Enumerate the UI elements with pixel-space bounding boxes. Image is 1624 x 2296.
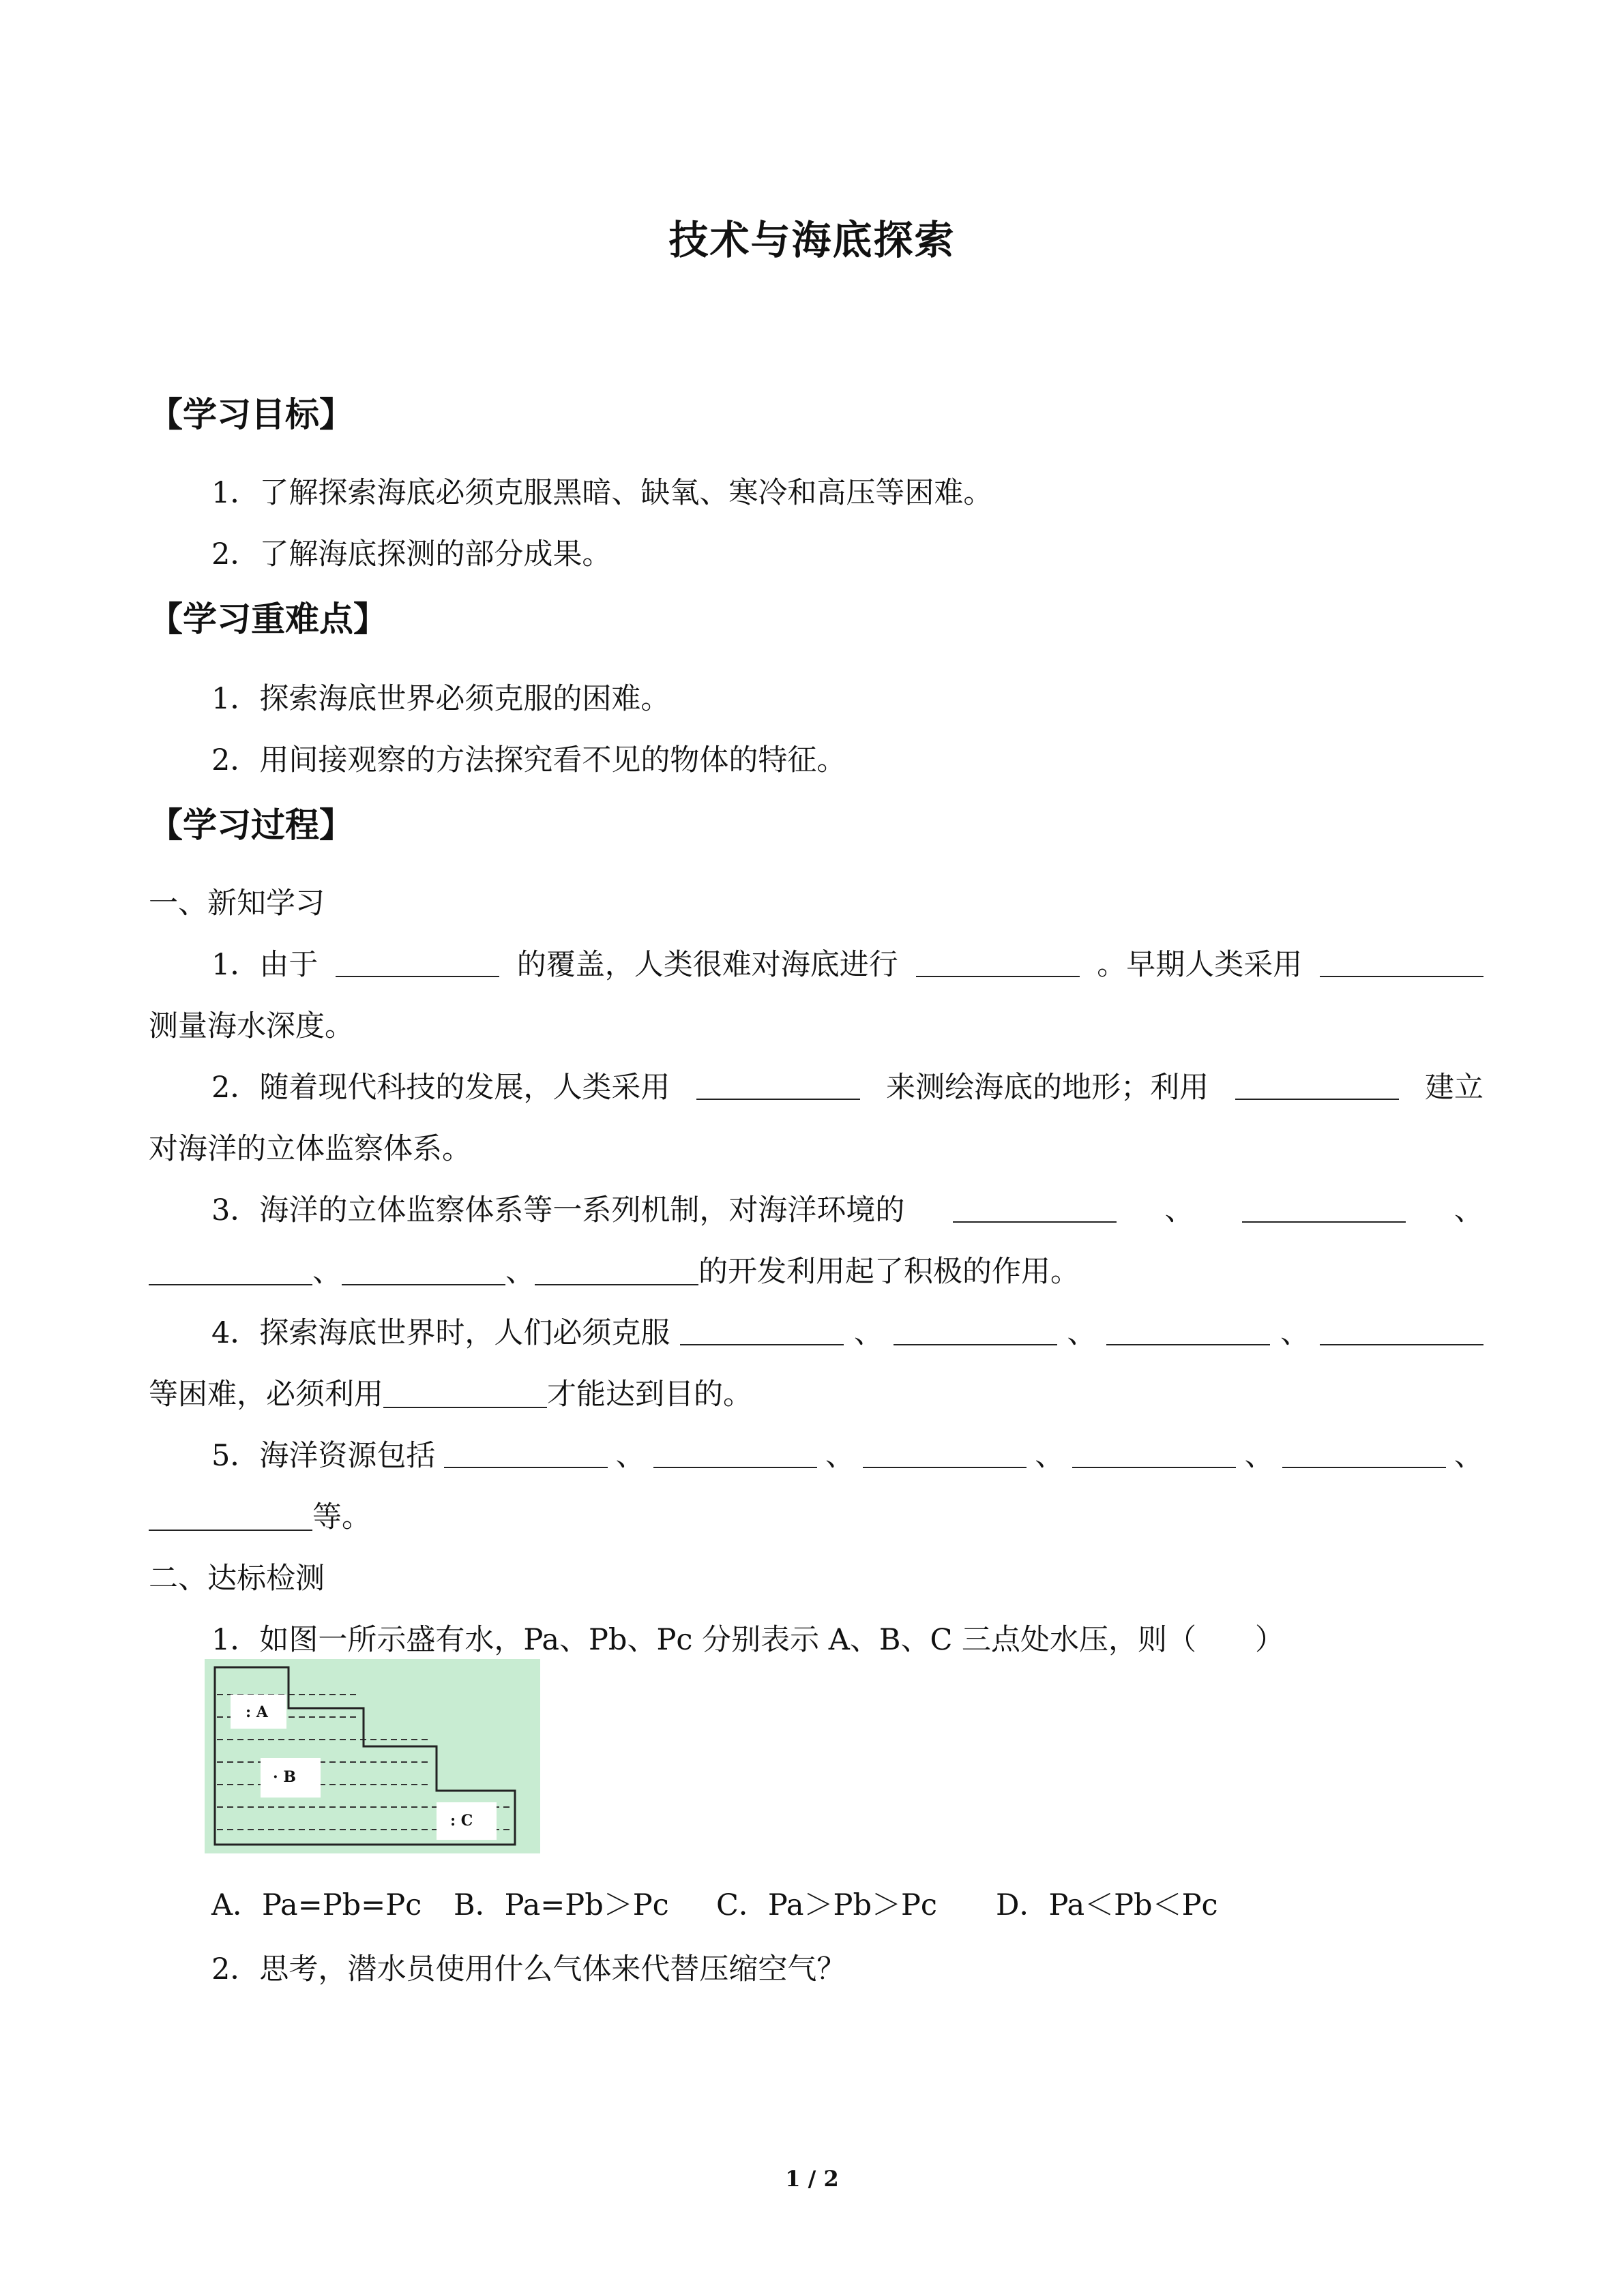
fill-question-4 [211,1313,1483,1354]
separator: 、 [312,1255,342,1289]
answer-blank[interactable] [894,1313,1057,1345]
q5-text-d: 等。 [312,1500,371,1534]
separator: 、 [825,1439,855,1473]
answer-blank[interactable] [149,1498,312,1531]
answer-blank[interactable] [1320,944,1483,977]
section-heading-key-points: 【学习重难点】 [149,599,387,639]
option-a[interactable]: A．Pa=Pb=Pc [211,1888,422,1922]
separator: 、 [615,1439,645,1473]
page-number: 1 / 2 [785,2166,839,2192]
q4-text-e: 才能达到目的。 [547,1377,752,1412]
answer-blank[interactable] [653,1435,817,1468]
answer-blank[interactable] [444,1435,608,1468]
water-container-figure [205,1659,540,1853]
fill-question-3-cont [149,1251,1080,1292]
q2-text-b: 来测绘海底的地形；利用 [886,1071,1209,1105]
answer-blank[interactable] [696,1067,860,1100]
answer-blank[interactable] [863,1435,1027,1468]
fill-question-4-cont [149,1374,752,1415]
separator: 、 [1453,1193,1483,1227]
key-point-item-1: 1．探索海底世界必须克服的困难。 [211,682,670,716]
answer-blank[interactable] [1106,1313,1270,1345]
answer-blank[interactable] [336,944,499,977]
q4-text-d: 等困难，必须利用 [149,1377,383,1412]
mc-question-1: 1．如图一所示盛有水，Pa、Pb、Pc 分别表示 A、B、C 三点处水压，则（ ） [211,1623,1285,1657]
goal-item-1: 1．了解探索海底必须克服黑暗、缺氧、寒冷和高压等困难。 [211,476,993,510]
key-point-item-2: 2．用间接观察的方法探究看不见的物体的特征。 [211,743,846,777]
answer-blank[interactable] [916,944,1080,977]
q1-text-d: 测量海水深度。 [149,1009,354,1043]
mc-options [211,1885,1218,1926]
separator: 、 [505,1255,535,1289]
answer-blank[interactable] [680,1313,844,1345]
q1-text-b: 的覆盖，人类很难对海底进行 [516,948,898,982]
separator: 、 [1280,1316,1310,1350]
q4-text-a: 4．探索海底世界时，人们必须克服 [211,1316,670,1350]
section-heading-process: 【学习过程】 [149,805,353,845]
separator: 、 [1453,1439,1483,1473]
answer-blank[interactable] [953,1190,1117,1223]
separator: 、 [1035,1439,1065,1473]
part2-label: 二、达标检测 [149,1562,325,1596]
option-c[interactable]: C．Pa＞Pb＞Pc [716,1888,938,1922]
option-b[interactable]: B．Pa=Pb＞Pc [454,1888,669,1922]
q2-text-a: 2．随着现代科技的发展，人类采用 [211,1071,670,1105]
answer-blank[interactable] [535,1253,698,1285]
separator: 、 [1067,1316,1097,1350]
page-title: 技术与海底探索 [668,217,956,263]
fill-question-5-cont [149,1497,371,1538]
fill-question-1 [211,944,1483,985]
answer-blank[interactable] [1242,1190,1406,1223]
answer-blank[interactable] [149,1253,312,1285]
answer-blank[interactable] [1235,1067,1399,1100]
q5-text-a: 5．海洋资源包括 [211,1439,436,1473]
point-b-label: · B [273,1768,296,1786]
q3-text-d: 的开发利用起了积极的作用。 [698,1255,1080,1289]
separator: 、 [1164,1193,1194,1227]
question-2: 2．思考，潜水员使用什么气体来代替压缩空气？ [211,1952,846,1986]
q3-text-a: 3．海洋的立体监察体系等一系列机制，对海洋环境的 [211,1193,905,1227]
fill-question-5 [211,1435,1483,1476]
q1-text-c: 。早期人类采用 [1097,948,1303,982]
container-diagram [205,1659,540,1853]
fill-question-3 [211,1190,1483,1231]
point-c-label: : C [450,1812,473,1830]
fill-question-2 [211,1067,1483,1108]
answer-blank[interactable] [1320,1313,1483,1345]
goal-item-2: 2．了解海底探测的部分成果。 [211,537,612,571]
answer-blank[interactable] [342,1253,505,1285]
section-heading-goals: 【学习目标】 [149,395,353,434]
q2-text-c: 建立 [1424,1071,1483,1105]
option-d[interactable]: D．Pa＜Pb＜Pc [996,1888,1218,1922]
answer-blank[interactable] [1072,1435,1236,1468]
point-a-label: : A [246,1703,268,1721]
part1-label: 一、新知学习 [149,886,325,921]
q2-text-d: 对海洋的立体监察体系。 [149,1132,471,1166]
separator: 、 [1244,1439,1274,1473]
answer-blank[interactable] [383,1375,547,1408]
separator: 、 [853,1316,883,1350]
q1-text-a: 1．由于 [211,948,319,982]
answer-blank[interactable] [1282,1435,1446,1468]
